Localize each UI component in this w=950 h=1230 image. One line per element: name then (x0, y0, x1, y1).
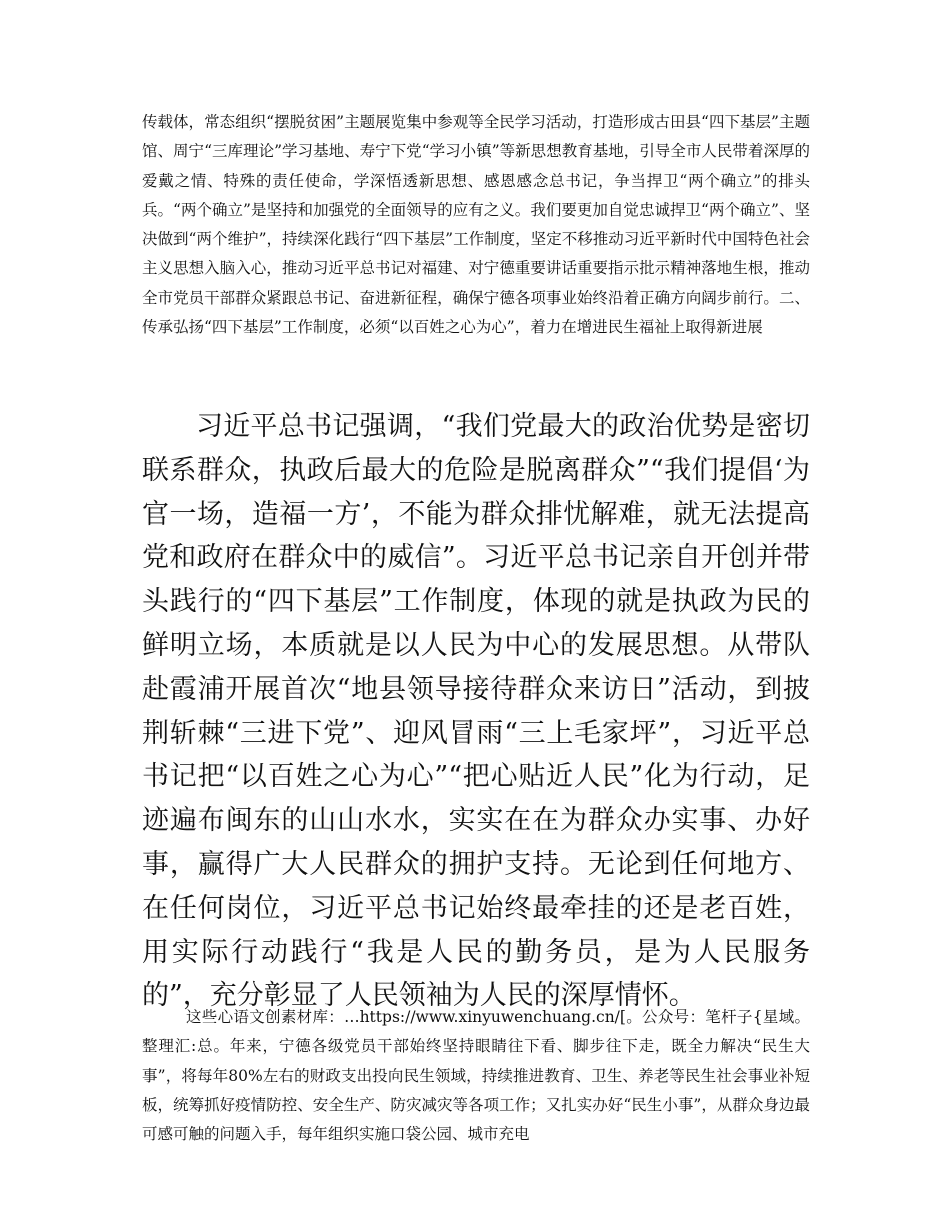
body-paragraph-2: 习近平总书记强调，“我们党最大的政治优势是密切联系群众，执政后最大的危险是脱离群众”“我们提倡‘为官一场，造福一方’，不能为群众排忧解难，就无法提高党和政府在群众中的威信”。习近平总书记亲自开创并带头践行的“四下基层”工作制度，体现的就是执政为民的鲜明立场，本质就是以人民为中心的发展思想。从带队赴霞浦开展首次“地县领导接待群众来访日”活动，到披荆斩棘“三进下党”、迎风冒雨“三上毛家坪”，习近平总书记把“以百姓之心为心”“把心贴近人民”化为行动，足迹遍布闽东的山山水水，实实在在为群众办实事、办好事，赢得广大人民群众的拥护支持。无论到任何地方、在任何岗位，习近平总书记始终最牵挂的还是老百姓，用实际行动践行“我是人民的勤务员，是为人民服务的”，充分彰显了人民领袖为人民的深厚情怀。 (142, 411, 810, 1012)
body-paragraph-3: 这些心语文创素材库：…https://www.xinyuwenchuang.cn/[。公众号：笔杆子{星域。整理汇:总。年来，宁德各级党员干部始终坚持眼睛往下看、脚步往下走，既全力解决“民生大事”，将每年80%左右的财政支出投向民生领域，持续推进教育、卫生、养老等民生社会事业补短板，统筹抓好疫情防控、安全生产、防灾减灾等各项工作；又扎实办好“民生小事”，从群众身边最可感可触的问题入手，每年组织实施口袋公园、城市充电 (142, 1008, 810, 1144)
body-paragraph-1: 传载体，常态组织“摆脱贫困”主题展览集中参观等全民学习活动，打造形成古田县“四下基层”主题馆、周宁“三库理论”学习基地、寿宁下党“学习小镇”等新思想教育基地，引导全市人民带着深厚的爱戴之情、特殊的责任使命，学深悟透新思想、感恩感念总书记，争当捍卫“两个确立”的排头兵。“两个确立”是坚持和加强党的全面领导的应有之义。我们要更加自觉忠诚捍卫“两个确立”、坚决做到“两个维护”，持续深化践行“四下基层”工作制度，坚定不移推动习近平新时代中国特色社会主义思想入脑入心，推动习近平总书记对福建、对宁德重要讲话重要指示批示精神落地生根，推动全市党员干部群众紧跟总书记、奋进新征程，确保宁德各项事业始终沿着正确方向阔步前行。二、传承弘扬“四下基层”工作制度，必须“以百姓之心为心”，着力在增进民生福祉上取得新进展 (142, 113, 810, 337)
